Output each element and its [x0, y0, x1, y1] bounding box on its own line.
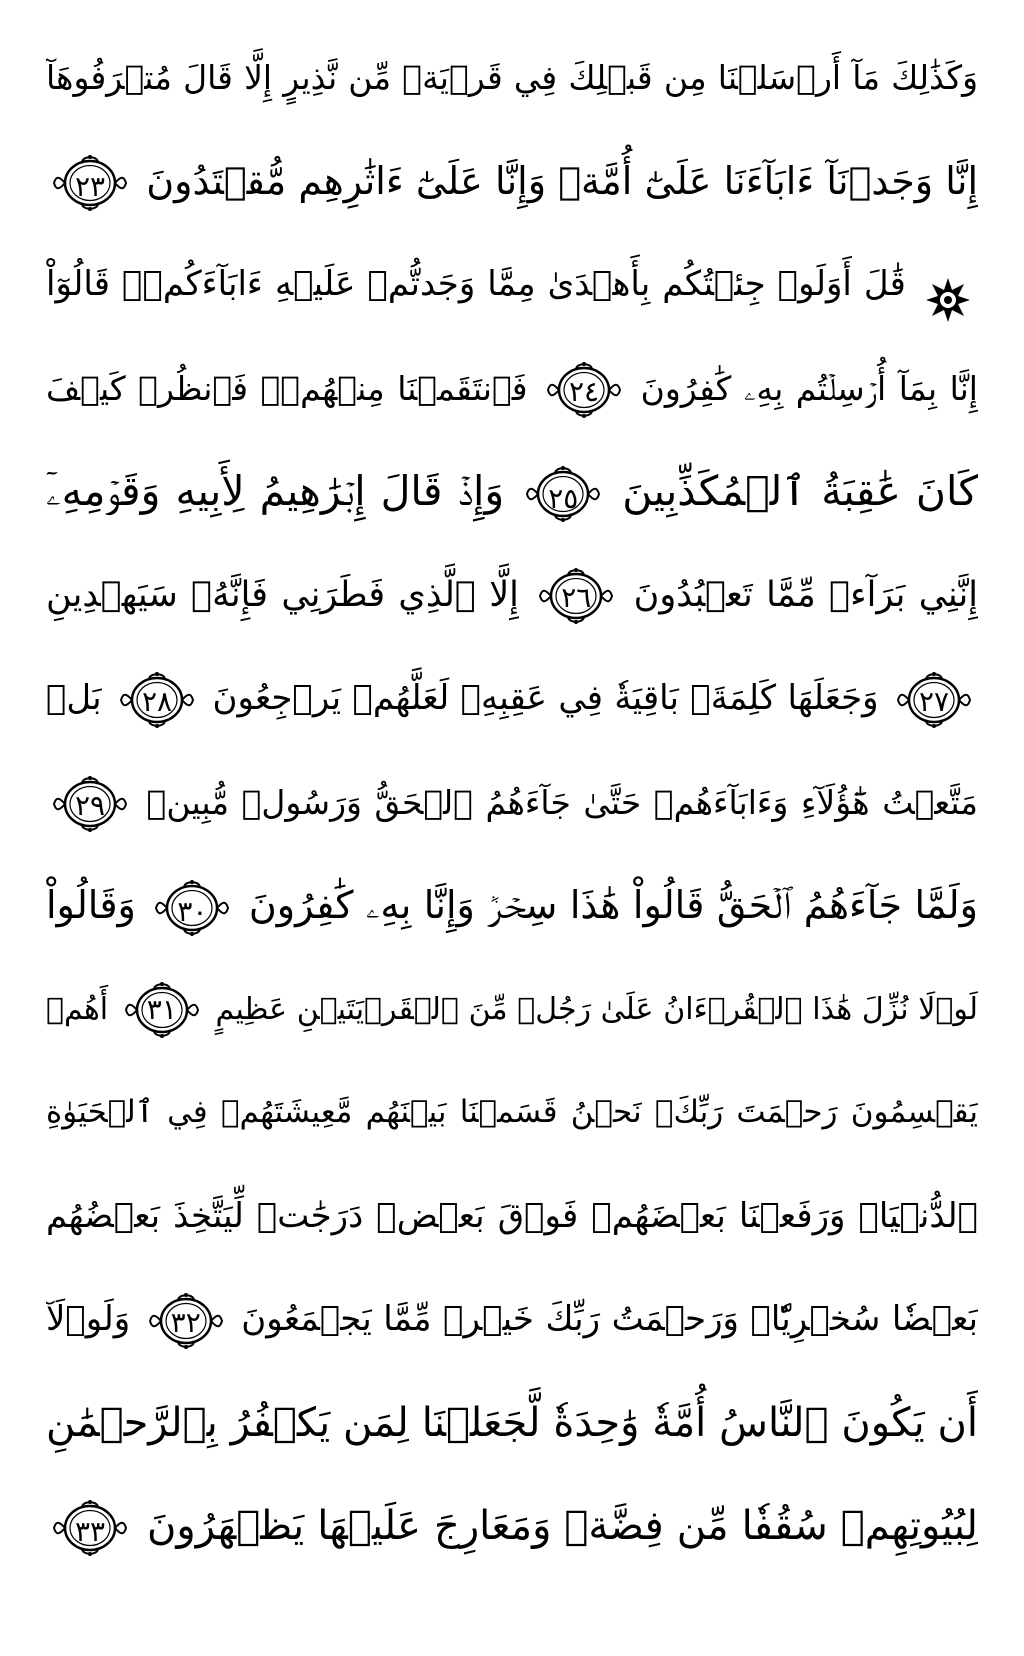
text-line-13: [46, 1268, 978, 1372]
verse-text: وَجَعَلَهَا كَلِمَةَۢ بَاقِيَةٗ فِي عَقِبِهِۦ لَعَلَّهُمۡ يَرۡجِعُونَ: [212, 678, 879, 718]
verse-text: ٱلدُّنۡيَاۚ وَرَفَعۡنَا بَعۡضَهُمۡ فَوۡقَ بَعۡضٖ دَرَجَٰتٖ لِّيَتَّخِذَ بَعۡضُهُم: [46, 1195, 978, 1236]
text-line-10: [46, 958, 978, 1062]
ayah-number: ٣٢: [170, 1305, 201, 1339]
ayah-number-marker: [124, 979, 200, 1041]
verse-text: بَلۡ: [46, 678, 102, 718]
text-line-14: [46, 1372, 978, 1476]
ayah-number: ٢٣: [74, 170, 106, 203]
ayah-number-marker: [154, 877, 230, 939]
ayah-number: ٣٣: [74, 1515, 106, 1548]
text-line-1: [46, 26, 978, 130]
verse-text: أَهُمۡ: [46, 991, 109, 1027]
text-line-11: [46, 1061, 978, 1165]
verse-text: لَوۡلَا نُزِّلَ هَٰذَا ٱلۡقُرۡءَانُ عَلَىٰ رَجُلٖ مِّنَ ٱلۡقَرۡيَتَيۡنِ عَظِيمٍ: [215, 991, 978, 1027]
verse-text: مَتَّعۡتُ هَٰٓؤُلَآءِ وَءَابَآءَهُمۡ حَتَّىٰ جَآءَهُمُ ٱلۡحَقُّ وَرَسُولٞ مُّبِينٞ: [146, 782, 978, 822]
verse-text: يَقۡسِمُونَ رَحۡمَتَ رَبِّكَۚ نَحۡنُ قَسَمۡنَا بَيۡنَهُم مَّعِيشَتَهُمۡ فِي ٱلۡحَيَوٰةِ: [46, 1094, 978, 1130]
ayah-number: ٢٧: [918, 684, 950, 718]
ayah-number-marker: [538, 565, 614, 627]
text-line-2: [46, 130, 978, 234]
ayah-number-marker: [52, 1497, 128, 1559]
text-line-3: [46, 233, 978, 337]
text-line-7: [46, 647, 978, 751]
text-line-5: [46, 440, 978, 544]
verse-text: إِنَّا بِمَآ أُرۡسِلۡتُم بِهِۦ كَٰفِرُونَ: [640, 368, 978, 408]
text-line-4: [46, 337, 978, 441]
ayah-number-marker: [52, 152, 128, 214]
verse-lines: [46, 26, 978, 1579]
verse-text: كَانَ عَٰقِبَةُ ٱلۡمُكَذِّبِينَ: [622, 467, 978, 515]
ayah-number-marker: [52, 773, 128, 835]
hizb-marker: [924, 262, 972, 310]
verse-text: قَٰلَ أَوَلَوۡ جِئۡتُكُم بِأَهۡدَىٰ مِمَّا وَجَدتُّمۡ عَلَيۡهِ ءَابَآءَكُمۡۖ قَالُوٓاْ: [46, 264, 906, 304]
ayah-number-marker: [148, 1290, 224, 1352]
verse-text: وَلَمَّا جَآءَهُمُ ٱلۡحَقُّ قَالُواْ هَٰذَا سِحۡرٞ وَإِنَّا بِهِۦ كَٰفِرُونَ: [248, 883, 978, 927]
hizb-star-icon: [924, 276, 972, 324]
ayah-number: ٢٩: [74, 789, 106, 822]
ayah-number-marker: [119, 669, 195, 731]
verse-text: بَعۡضٗا سُخۡرِيّٗاۗ وَرَحۡمَتُ رَبِّكَ خَيۡرٞ مِّمَّا يَجۡمَعُونَ: [241, 1299, 978, 1339]
verse-text: إِنَّنِي بَرَآءٞ مِّمَّا تَعۡبُدُونَ: [633, 574, 978, 615]
verse-text: إِنَّا وَجَدۡنَآ ءَابَآءَنَا عَلَىٰٓ أُمَّةٖ وَإِنَّا عَلَىٰٓ ءَاثَٰرِهِم مُّقۡتَدُونَ: [146, 158, 978, 203]
verse-text: وَكَذَٰلِكَ مَآ أَرۡسَلۡنَا مِن قَبۡلِكَ فِي قَرۡيَةٖ مِّن نَّذِيرٍ إِلَّا قَالَ مُتۡرَفُوهَآ: [46, 58, 978, 97]
text-line-12: [46, 1165, 978, 1269]
ayah-number: ٢٦: [561, 580, 592, 614]
verse-text: وَإِذۡ قَالَ إِبۡرَٰهِيمُ لِأَبِيهِ وَقَوۡمِهِۦٓ: [46, 467, 505, 515]
ayah-number: ٢٨: [142, 684, 173, 718]
ayah-number: ٣٠: [177, 894, 208, 928]
text-line-9: [46, 854, 978, 958]
ayah-number: ٢٤: [569, 375, 600, 408]
ayah-number: ٣١: [146, 993, 177, 1026]
ayah-number: ٢٥: [548, 482, 579, 515]
ayah-number-marker: [525, 463, 601, 525]
text-line-8: [46, 751, 978, 855]
verse-text: فَٱنتَقَمۡنَا مِنۡهُمۡۖ فَٱنظُرۡ كَيۡفَ: [46, 368, 528, 408]
text-line-6: [46, 544, 978, 648]
ayah-number-marker: [546, 359, 622, 421]
verse-text: إِلَّا ٱلَّذِي فَطَرَنِي فَإِنَّهُۥ سَيَهۡدِينِ: [46, 574, 519, 615]
verse-text: وَقَالُواْ: [46, 883, 136, 927]
verse-text: لِبُيُوتِهِمۡ سُقُفٗا مِّن فِضَّةٖ وَمَعَارِجَ عَلَيۡهَا يَظۡهَرُونَ: [147, 1503, 978, 1549]
text-line-15: [46, 1475, 978, 1579]
verse-text: وَلَوۡلَآ: [46, 1299, 131, 1339]
verse-text: أَن يَكُونَ ٱلنَّاسُ أُمَّةٗ وَٰحِدَةٗ لَّجَعَلۡنَا لِمَن يَكۡفُرُ بِٱلرَّحۡمَٰنِ: [46, 1399, 978, 1446]
ayah-number-marker: [896, 669, 972, 731]
